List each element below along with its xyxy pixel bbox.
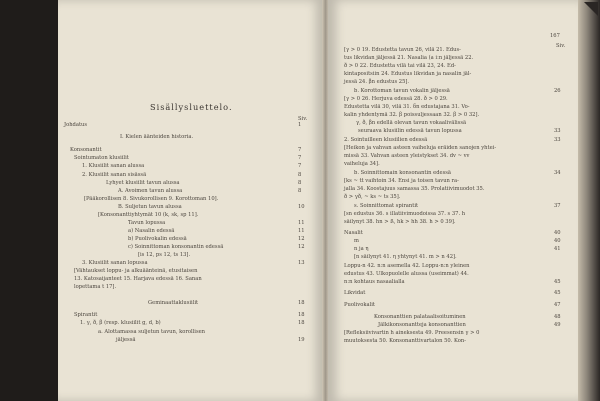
toc-entry-text: I. Kielen äänteiden historia. xyxy=(120,134,194,140)
toc-entry-text: [n säilynyt 41. η yhtynyt 41. m > n 42]. xyxy=(354,254,457,260)
toc-entry xyxy=(344,161,550,167)
toc-entry-text: a. Alottamassa suljetun tavun, korollisen xyxy=(98,329,206,335)
toc-entry xyxy=(82,163,294,169)
toc-entry xyxy=(344,219,550,225)
toc-entry xyxy=(98,329,294,335)
toc-entry xyxy=(344,96,550,102)
toc-entry xyxy=(344,137,550,143)
toc-page-number: 37 xyxy=(554,203,561,209)
toc-entry xyxy=(354,246,550,252)
toc-entry-text: b. Korottoman tavun vokalin jäljessä xyxy=(354,88,450,94)
toc-entry xyxy=(344,290,550,296)
toc-entry-text: γ, ð, βn edellä olevan tavun vokaalivälissä xyxy=(356,120,467,126)
toc-entry xyxy=(354,238,550,244)
toc-entry-text: [Vähtaukset loppu- ja alkuäänteinä, etusitaisen xyxy=(74,268,198,274)
toc-entry-text: [sn edustus 36. s illatiivimuodoissa 37. s 37. h xyxy=(344,211,466,217)
toc-entry-text: [ks ~ tt vaihtoin 34. Ensi ja toisen tavun ra- xyxy=(344,178,459,184)
toc-page-number: 33 xyxy=(554,128,561,134)
toc-page-number: 7 xyxy=(298,155,302,161)
toc-entry xyxy=(148,300,294,306)
toc-page-number: 11 xyxy=(298,228,305,234)
toc-entry-text: Loppu-n 42. n:n asemella 42. Loppu-n:n yleinen xyxy=(344,263,470,269)
toc-entry-text: muutoksesta 50. Konsonanttivartalon 50. Kon- xyxy=(344,338,466,344)
toc-entry-text: Johdatus xyxy=(64,122,88,128)
toc-entry-text: [Refleksiivivartin h aineksesta 49. Preesensin γ > 0 xyxy=(344,330,480,336)
toc-page-number: 18 xyxy=(298,300,305,306)
toc-entry-text: ð > γð, ~ ks ~ ts 35]. xyxy=(344,194,401,200)
toc-entry-text: lopettama t 17]. xyxy=(74,284,117,290)
toc-entry-text: b. Soinnittomain konsonantin edessä xyxy=(354,170,452,176)
toc-entry xyxy=(138,252,294,258)
toc-page-number: 49 xyxy=(554,322,561,328)
toc-entry xyxy=(344,279,550,285)
toc-entry xyxy=(118,188,294,194)
toc-entry xyxy=(74,276,294,282)
toc-entry-text: n:n kohtaus nasaalialla xyxy=(344,279,405,285)
toc-entry xyxy=(344,338,550,344)
toc-entry-text: Geminaattaklusiilit xyxy=(148,300,199,306)
toc-entry-text: säilynyt 38. hn > ß, hk > hh 38. h > 0 39]. xyxy=(344,219,456,225)
toc-page-number: 40 xyxy=(554,238,561,244)
toc-entry xyxy=(344,71,550,77)
toc-entry xyxy=(344,79,550,85)
toc-entry xyxy=(98,212,294,218)
toc-entry xyxy=(82,172,294,178)
toc-entry-text: missä 33. Vahvan asteen yleistykset 34. dv ~ vv xyxy=(344,153,470,159)
toc-entry xyxy=(116,337,294,343)
toc-entry-text: seuraava klusiilin edessä tavun lopussa xyxy=(358,128,462,134)
toc-entry xyxy=(344,211,550,217)
toc-page-number: 8 xyxy=(298,180,302,186)
toc-entry xyxy=(344,302,550,308)
toc-page-number: 48 xyxy=(554,314,561,320)
toc-page-number: 11 xyxy=(298,220,305,226)
toc-entry-text: A. Avoimen tavun alussa xyxy=(118,188,183,194)
toc-entry-text: [Pääkorollisen 8. Sivukorollisen 9. Korottoman 10]. xyxy=(84,196,219,202)
toc-entry-text: Tavun lopussa xyxy=(128,220,166,226)
toc-entry xyxy=(80,320,294,326)
toc-entry xyxy=(344,178,550,184)
toc-entry xyxy=(344,112,550,118)
toc-entry-text: [is 12, ps 12, ts 13]. xyxy=(138,252,191,258)
toc-entry-text: Konsonantit xyxy=(70,147,102,153)
toc-entry xyxy=(74,155,294,161)
toc-entry xyxy=(128,220,294,226)
toc-entry xyxy=(374,314,550,320)
toc-entry-text: 2. Klusiilit sanan sisässä xyxy=(82,172,147,178)
toc-entry xyxy=(64,122,294,128)
toc-entry-text: 2. Sointuilleen klusiilien edessä xyxy=(344,137,428,143)
toc-entry xyxy=(106,180,294,186)
toc-entry-text: 1. γ, ð, β (resp. klusiilit g, d, b) xyxy=(80,320,161,326)
corner-shadow xyxy=(584,2,598,16)
toc-entry-text: Nasalit xyxy=(344,230,363,236)
toc-entry-text: Lyhyet klusiilit tavun alussa xyxy=(106,180,180,186)
toc-page-number: 7 xyxy=(298,147,302,153)
toc-entry-text: Puolivokalit xyxy=(344,302,375,308)
toc-entry-text: 3. Klusiilit sanan lopussa xyxy=(82,260,148,266)
toc-entry xyxy=(354,170,550,176)
toc-entry xyxy=(344,271,550,277)
toc-entry xyxy=(344,186,550,192)
toc-entry xyxy=(344,330,550,336)
toc-page-number: 18 xyxy=(298,320,305,326)
toc-entry-text: [Konsonanttiyhtymät 10 (k, sk, sp 11]. xyxy=(98,212,199,218)
right-page xyxy=(328,0,578,401)
left-page xyxy=(58,0,324,401)
page-title: Sisällysluettelo. xyxy=(150,102,233,112)
toc-entry xyxy=(74,284,294,290)
toc-entry-text: Konsonanttien palataalisoituminen xyxy=(374,314,466,320)
toc-page-number: 10 xyxy=(298,204,305,210)
toc-entry-text: [γ > 0 26. Herjuva edessä 28. ð > 0 29. xyxy=(344,96,448,102)
toc-entry-text: jäljessä xyxy=(116,337,136,343)
toc-page-number: 45 xyxy=(554,290,561,296)
toc-page-number: 12 xyxy=(298,244,305,250)
toc-entry xyxy=(74,268,294,274)
toc-entry xyxy=(344,63,550,69)
toc-entry-text: jalla 34. Koostajuus samassa 35. Prolatiivimuodot 35. xyxy=(344,186,485,192)
column-header-siv: Siv. xyxy=(556,43,566,49)
toc-entry-text: Jälkikonsonantteja konsonanttien xyxy=(378,322,466,328)
toc-entry-text: [Heikon ja vahvan asteen vaiheluja eräiden sanojen yhtei- xyxy=(344,145,497,151)
toc-page-number: 8 xyxy=(298,172,302,178)
toc-page-number: 40 xyxy=(554,230,561,236)
toc-entry-text: Spirantit xyxy=(74,312,98,318)
toc-entry xyxy=(70,147,294,153)
toc-entry xyxy=(344,194,550,200)
toc-entry-text: Likvidat xyxy=(344,290,366,296)
toc-entry xyxy=(354,203,550,209)
column-header-siv: Siv. xyxy=(298,116,308,122)
toc-page-number: 12 xyxy=(298,236,305,242)
toc-entry-text: m xyxy=(354,238,359,244)
toc-entry-text: ð > 0 22. Edustetta vilä tai vilä 23, 24. Ed- xyxy=(344,63,456,69)
toc-entry xyxy=(356,120,550,126)
toc-page-number: 33 xyxy=(554,137,561,143)
toc-entry xyxy=(128,236,294,242)
toc-entry-text: s. Soinnittomat spirantit xyxy=(354,203,419,209)
toc-entry xyxy=(74,312,294,318)
toc-entry-text: a) Nasalin edessä xyxy=(128,228,175,234)
toc-entry xyxy=(344,55,550,61)
toc-page-number: 1 xyxy=(298,122,302,128)
toc-page-number: 41 xyxy=(554,246,561,252)
toc-entry xyxy=(344,263,550,269)
toc-entry xyxy=(128,244,294,250)
toc-entry xyxy=(344,153,550,159)
toc-entry-text: tus likvidan jäljessä 21. Nasalia (a i:n jäljessä 22. xyxy=(344,55,474,61)
toc-entry-text: kintapositsiin 24. Edustus likvidan ja nasalin jäl- xyxy=(344,71,472,77)
toc-page-number: 26 xyxy=(554,88,561,94)
toc-entry xyxy=(354,88,550,94)
toc-entry xyxy=(354,254,550,260)
toc-entry xyxy=(120,134,294,140)
toc-entry xyxy=(82,260,294,266)
toc-entry xyxy=(84,196,294,202)
toc-entry-text: Edustetta vilä 30, vilä 31. δn edustajana 31. Vo- xyxy=(344,104,470,110)
toc-page-number: 8 xyxy=(298,188,302,194)
toc-entry-text: kalin yhdentymä 32. β poissuljessaan 32. β > 0 32]. xyxy=(344,112,480,118)
toc-page-number: 45 xyxy=(554,279,561,285)
toc-entry-text: edustus 43. Ulkopuolelle alussa (useimmat) 44. xyxy=(344,271,469,277)
toc-entry-text: 1. Klusiilit sanan alussa xyxy=(82,163,145,169)
toc-entry-text: [γ > 0 19. Edustetta tavun 26, vilä 21. Edus- xyxy=(344,47,461,53)
page-number: 167 xyxy=(550,33,560,39)
toc-entry xyxy=(378,322,550,328)
toc-entry-text: Sointumaton klusiilit xyxy=(74,155,129,161)
toc-entry xyxy=(358,128,550,134)
toc-page-number: 19 xyxy=(298,337,305,343)
toc-entry xyxy=(128,228,294,234)
toc-entry-text: b) Puolivokalin edessä xyxy=(128,236,187,242)
toc-entry xyxy=(118,204,294,210)
toc-entry-text: c) Soinnittoman konsonantin edessä xyxy=(128,244,224,250)
toc-entry-text: 13. Katosaijanteet 15. Harjava edessä 16. Sanan xyxy=(74,276,202,282)
toc-page-number: 34 xyxy=(554,170,561,176)
page-edge xyxy=(578,0,600,401)
toc-entry-text: B. Suljetun tavun alussa xyxy=(118,204,182,210)
toc-entry xyxy=(344,145,550,151)
toc-entry xyxy=(344,230,550,236)
toc-entry-text: jessä 24. βn edustus 25]. xyxy=(344,79,410,85)
toc-page-number: 47 xyxy=(554,302,561,308)
toc-entry xyxy=(344,47,550,53)
toc-entry-text: vaiheluja 34]. xyxy=(344,161,380,167)
toc-page-number: 13 xyxy=(298,260,305,266)
toc-entry-text: n ja η xyxy=(354,246,369,252)
toc-page-number: 18 xyxy=(298,312,305,318)
toc-page-number: 7 xyxy=(298,163,302,169)
toc-entry xyxy=(344,104,550,110)
